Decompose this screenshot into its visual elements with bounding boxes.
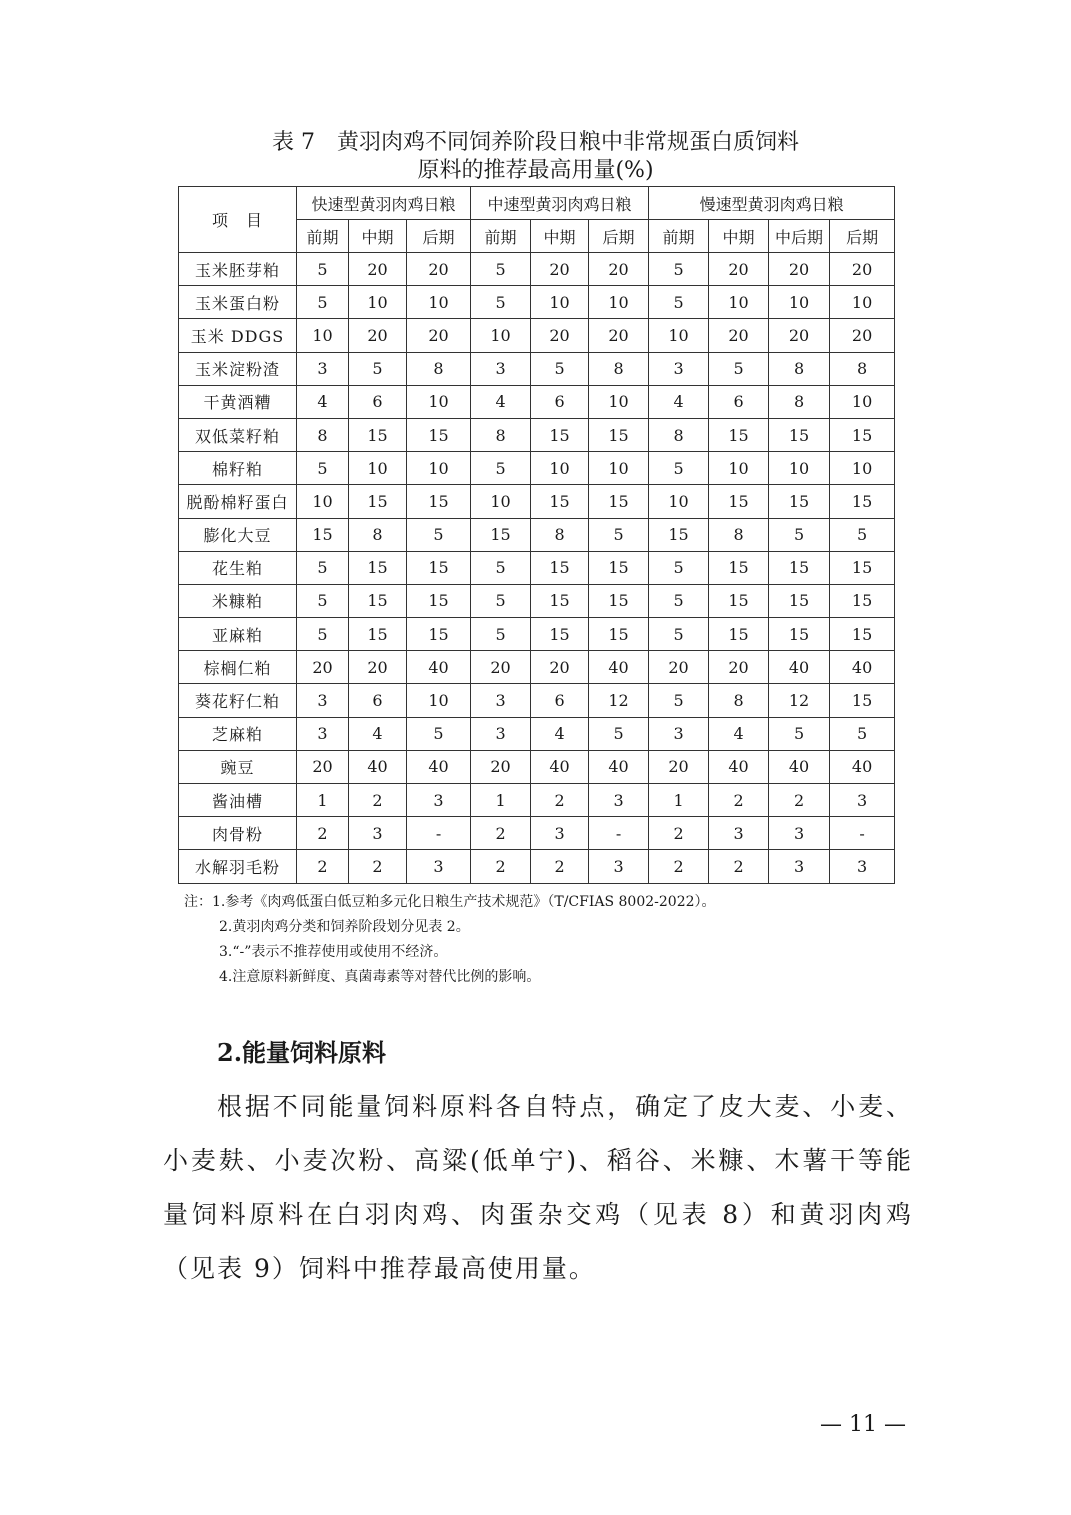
table-cell: 2	[649, 850, 709, 883]
table-cell: 15	[589, 418, 649, 451]
feed-table	[178, 186, 895, 884]
table-cell: 20	[709, 651, 769, 684]
table-cell: 5	[649, 584, 709, 617]
table-cell: 40	[407, 651, 471, 684]
table-cell: 1	[471, 784, 531, 817]
table-cell: 5	[297, 253, 349, 286]
table-cell: 15	[769, 551, 830, 584]
table-row	[179, 684, 895, 717]
table-cell: 5	[769, 518, 830, 551]
table-row	[179, 551, 895, 584]
table-cell: 2	[297, 850, 349, 883]
table-row	[179, 784, 895, 817]
table-cell: 4	[297, 385, 349, 418]
table-cell: 15	[769, 485, 830, 518]
table-cell: 15	[709, 485, 769, 518]
table-cell: 15	[709, 551, 769, 584]
table-cell: 20	[589, 253, 649, 286]
table-cell: 8	[471, 418, 531, 451]
row-label: 玉米胚芽粕	[179, 253, 297, 286]
header-group-medium: 中速型黄羽肉鸡日粮	[471, 187, 649, 220]
table-cell: 15	[531, 418, 589, 451]
table-cell: 5	[830, 717, 895, 750]
table-cell: 3	[471, 717, 531, 750]
table-cell: 10	[297, 319, 349, 352]
table-cell: 10	[649, 485, 709, 518]
note-3: 3.“-”表示不推荐使用或使用不经济。	[219, 944, 448, 960]
row-label: 双低菜籽粕	[179, 418, 297, 451]
table-cell: 5	[589, 717, 649, 750]
table-cell: 10	[297, 485, 349, 518]
table-cell: 15	[709, 418, 769, 451]
table-cell: 5	[471, 286, 531, 319]
table-cell: 8	[769, 385, 830, 418]
table-cell: 3	[709, 817, 769, 850]
row-label: 米糠粕	[179, 584, 297, 617]
table-cell: 20	[709, 319, 769, 352]
row-label: 膨化大豆	[179, 518, 297, 551]
table-cell: 15	[349, 485, 407, 518]
table-cell: 6	[531, 684, 589, 717]
table-cell: 15	[830, 618, 895, 651]
table-row	[179, 452, 895, 485]
table-cell: 20	[649, 651, 709, 684]
table-cell: 20	[769, 319, 830, 352]
table-cell: 20	[649, 750, 709, 783]
table-cell: 5	[649, 286, 709, 319]
table-cell: 5	[407, 518, 471, 551]
table-cell: -	[830, 817, 895, 850]
table-cell: 15	[349, 551, 407, 584]
table-row	[179, 717, 895, 750]
section-heading: 2.能量饲料原料	[217, 1038, 387, 1067]
table-cell: 4	[649, 385, 709, 418]
table-cell: 15	[531, 551, 589, 584]
table-cell: 10	[830, 286, 895, 319]
table-cell: 20	[471, 750, 531, 783]
table-cell: 40	[589, 750, 649, 783]
table-cell: 3	[407, 850, 471, 883]
table-cell: 8	[589, 352, 649, 385]
table-cell: 5	[471, 253, 531, 286]
table-cell: 3	[830, 850, 895, 883]
table-cell: 8	[349, 518, 407, 551]
table-cell: 5	[471, 551, 531, 584]
note-2: 2.黄羽肉鸡分类和饲养阶段划分见表 2。	[219, 919, 470, 935]
table-row	[179, 352, 895, 385]
table-cell: 20	[407, 253, 471, 286]
row-label: 干黄酒糟	[179, 385, 297, 418]
stage-header: 后期	[407, 220, 471, 253]
table-cell: 5	[349, 352, 407, 385]
table-cell: 15	[830, 584, 895, 617]
row-label: 棕榈仁粕	[179, 651, 297, 684]
row-label: 棉籽粕	[179, 452, 297, 485]
table-cell: 15	[349, 584, 407, 617]
table-cell: 20	[769, 253, 830, 286]
table-cell: 10	[589, 385, 649, 418]
table-cell: 5	[531, 352, 589, 385]
table-cell: 40	[830, 750, 895, 783]
table-cell: 20	[709, 253, 769, 286]
table-cell: 8	[297, 418, 349, 451]
table-cell: 15	[769, 584, 830, 617]
table-cell: 5	[649, 684, 709, 717]
table-cell: 10	[471, 319, 531, 352]
table-cell: 3	[471, 684, 531, 717]
table-cell: 10	[709, 286, 769, 319]
header-item: 项 目	[179, 187, 297, 253]
table-cell: 3	[649, 717, 709, 750]
table-cell: 1	[297, 784, 349, 817]
table-cell: 10	[531, 452, 589, 485]
table-cell: 20	[830, 253, 895, 286]
table-cell: 15	[709, 584, 769, 617]
table-cell: 15	[407, 418, 471, 451]
table-cell: 3	[830, 784, 895, 817]
row-label: 玉米 DDGS	[179, 319, 297, 352]
table-row	[179, 385, 895, 418]
table-cell: 4	[471, 385, 531, 418]
table-row	[179, 518, 895, 551]
table-cell: 1	[649, 784, 709, 817]
header-group-fast: 快速型黄羽肉鸡日粮	[297, 187, 471, 220]
table-cell: 2	[297, 817, 349, 850]
table-cell: 10	[407, 684, 471, 717]
table-cell: 15	[407, 485, 471, 518]
table-cell: 15	[649, 518, 709, 551]
table-cell: 3	[349, 817, 407, 850]
table-cell: 10	[830, 452, 895, 485]
table-cell: 5	[830, 518, 895, 551]
table-cell: 15	[407, 618, 471, 651]
table-cell: 15	[769, 418, 830, 451]
table-cell: 8	[709, 518, 769, 551]
table-cell: 20	[531, 319, 589, 352]
table-cell: 2	[709, 784, 769, 817]
table-cell: 6	[349, 385, 407, 418]
table-cell: 3	[531, 817, 589, 850]
row-label: 葵花籽仁粕	[179, 684, 297, 717]
table-cell: 8	[531, 518, 589, 551]
table-cell: 5	[297, 618, 349, 651]
table-cell: 10	[649, 319, 709, 352]
table-cell: 40	[407, 750, 471, 783]
table-cell: 20	[349, 651, 407, 684]
table-cell: 15	[830, 684, 895, 717]
table-cell: 15	[349, 418, 407, 451]
table-cell: 5	[649, 618, 709, 651]
table-cell: 15	[589, 584, 649, 617]
table-cell: 2	[531, 784, 589, 817]
table-cell: 15	[769, 618, 830, 651]
table-cell: 15	[531, 584, 589, 617]
table-cell: 15	[531, 485, 589, 518]
page-number: — 11 —	[820, 1412, 906, 1437]
table-cell: 15	[709, 618, 769, 651]
table-title-line1: 表 7 黄羽肉鸡不同饲养阶段日粮中非常规蛋白质饲料	[272, 130, 799, 155]
table-cell: 5	[471, 618, 531, 651]
table-cell: 20	[589, 319, 649, 352]
table-cell: 3	[297, 684, 349, 717]
stage-header: 中期	[349, 220, 407, 253]
table-cell: 8	[830, 352, 895, 385]
table-cell: 5	[471, 584, 531, 617]
row-label: 酱油槽	[179, 784, 297, 817]
row-label: 玉米蛋白粉	[179, 286, 297, 319]
table-cell: 40	[531, 750, 589, 783]
table-cell: 40	[709, 750, 769, 783]
table-cell: 8	[649, 418, 709, 451]
table-cell: 3	[407, 784, 471, 817]
table-row	[179, 584, 895, 617]
table-cell: 40	[769, 651, 830, 684]
table-cell: 10	[769, 286, 830, 319]
table-cell: 15	[407, 584, 471, 617]
stage-header: 前期	[649, 220, 709, 253]
table-row	[179, 750, 895, 783]
table-cell: 15	[349, 618, 407, 651]
table-cell: 8	[769, 352, 830, 385]
table-cell: 2	[349, 850, 407, 883]
table-cell: 5	[649, 253, 709, 286]
stage-header: 中期	[531, 220, 589, 253]
table-cell: 2	[349, 784, 407, 817]
stage-header: 前期	[471, 220, 531, 253]
table-cell: 10	[407, 286, 471, 319]
table-cell: 4	[709, 717, 769, 750]
table-cell: 15	[531, 618, 589, 651]
table-cell: 40	[349, 750, 407, 783]
table-row	[179, 319, 895, 352]
table-cell: 6	[349, 684, 407, 717]
table-cell: 20	[531, 651, 589, 684]
table-cell: 4	[531, 717, 589, 750]
table-row	[179, 485, 895, 518]
table-cell: 5	[589, 518, 649, 551]
table-cell: 40	[769, 750, 830, 783]
table-cell: 3	[769, 817, 830, 850]
stage-header: 中期	[709, 220, 769, 253]
table-cell: 40	[830, 651, 895, 684]
table-cell: 10	[471, 485, 531, 518]
table-cell: 10	[589, 286, 649, 319]
table-cell: 8	[709, 684, 769, 717]
table-cell: 10	[531, 286, 589, 319]
table-cell: 3	[297, 352, 349, 385]
table-cell: 20	[830, 319, 895, 352]
table-cell: 20	[297, 750, 349, 783]
row-label: 亚麻粕	[179, 618, 297, 651]
note-1: 注：1.参考《肉鸡低蛋白低豆粕多元化日粮生产技术规范》（T/CFIAS 8002-2022）。	[184, 894, 716, 910]
table-cell: 10	[589, 452, 649, 485]
table-cell: 10	[769, 452, 830, 485]
table-row	[179, 253, 895, 286]
table-cell: 15	[830, 551, 895, 584]
stage-header: 前期	[297, 220, 349, 253]
table-row	[179, 618, 895, 651]
table-cell: 2	[769, 784, 830, 817]
table-cell: 10	[407, 385, 471, 418]
note-4: 4.注意原料新鲜度、真菌毒素等对替代比例的影响。	[219, 969, 541, 985]
table-cell: 10	[830, 385, 895, 418]
header-row-groups	[179, 187, 895, 220]
table-cell: 5	[297, 286, 349, 319]
table-cell: 10	[709, 452, 769, 485]
table-row	[179, 651, 895, 684]
table-cell: 15	[830, 485, 895, 518]
table-cell: 10	[407, 452, 471, 485]
table-cell: 2	[471, 850, 531, 883]
table-cell: 15	[589, 485, 649, 518]
row-label: 花生粕	[179, 551, 297, 584]
table-cell: 20	[349, 253, 407, 286]
table-cell: 3	[589, 784, 649, 817]
table-row	[179, 286, 895, 319]
table-cell: 5	[769, 717, 830, 750]
table-cell: -	[407, 817, 471, 850]
table-cell: 5	[649, 551, 709, 584]
table-row	[179, 817, 895, 850]
table-cell: 15	[830, 418, 895, 451]
table-cell: 20	[349, 319, 407, 352]
row-label: 肉骨粉	[179, 817, 297, 850]
table-cell: 3	[589, 850, 649, 883]
body-paragraph: 根据不同能量饲料原料各自特点，确定了皮大麦、小麦、小麦麸、小麦次粉、高粱(低单宁)、稻谷、米糠、木薯干等能量饲料原料在白羽肉鸡、肉蛋杂交鸡（见表 8）和黄羽肉鸡（见表 9）饲料中推荐最高使用量。	[163, 1092, 913, 1283]
table-cell: 20	[407, 319, 471, 352]
table-cell: 5	[649, 452, 709, 485]
table-cell: 3	[471, 352, 531, 385]
table-cell: 2	[471, 817, 531, 850]
table-cell: 12	[769, 684, 830, 717]
row-label: 脱酚棉籽蛋白	[179, 485, 297, 518]
stage-header: 后期	[589, 220, 649, 253]
table-cell: 6	[709, 385, 769, 418]
table-cell: -	[589, 817, 649, 850]
stage-header: 后期	[830, 220, 895, 253]
table-cell: 5	[407, 717, 471, 750]
table-cell: 3	[769, 850, 830, 883]
table-cell: 5	[709, 352, 769, 385]
table-cell: 15	[589, 618, 649, 651]
table-cell: 3	[649, 352, 709, 385]
table-cell: 20	[471, 651, 531, 684]
row-label: 芝麻粕	[179, 717, 297, 750]
table-notes	[184, 890, 716, 990]
table-cell: 5	[297, 551, 349, 584]
table-cell: 5	[297, 452, 349, 485]
table-cell: 12	[589, 684, 649, 717]
table-title-line2: 原料的推荐最高用量(%)	[417, 158, 654, 183]
table-cell: 10	[349, 286, 407, 319]
table-cell: 2	[709, 850, 769, 883]
table-cell: 4	[349, 717, 407, 750]
table-cell: 15	[407, 551, 471, 584]
table-cell: 20	[297, 651, 349, 684]
table-cell: 5	[471, 452, 531, 485]
table-cell: 15	[589, 551, 649, 584]
table-cell: 20	[531, 253, 589, 286]
table-cell: 5	[297, 584, 349, 617]
row-label: 玉米淀粉渣	[179, 352, 297, 385]
row-label: 水解羽毛粉	[179, 850, 297, 883]
table-cell: 2	[531, 850, 589, 883]
table-row	[179, 850, 895, 883]
table-cell: 3	[297, 717, 349, 750]
table-cell: 8	[407, 352, 471, 385]
stage-header: 中后期	[769, 220, 830, 253]
table-cell: 15	[297, 518, 349, 551]
header-group-slow: 慢速型黄羽肉鸡日粮	[649, 187, 895, 220]
table-cell: 15	[471, 518, 531, 551]
table-cell: 6	[531, 385, 589, 418]
table-row	[179, 418, 895, 451]
table-cell: 2	[649, 817, 709, 850]
table-cell: 10	[349, 452, 407, 485]
table-cell: 40	[589, 651, 649, 684]
row-label: 豌豆	[179, 750, 297, 783]
